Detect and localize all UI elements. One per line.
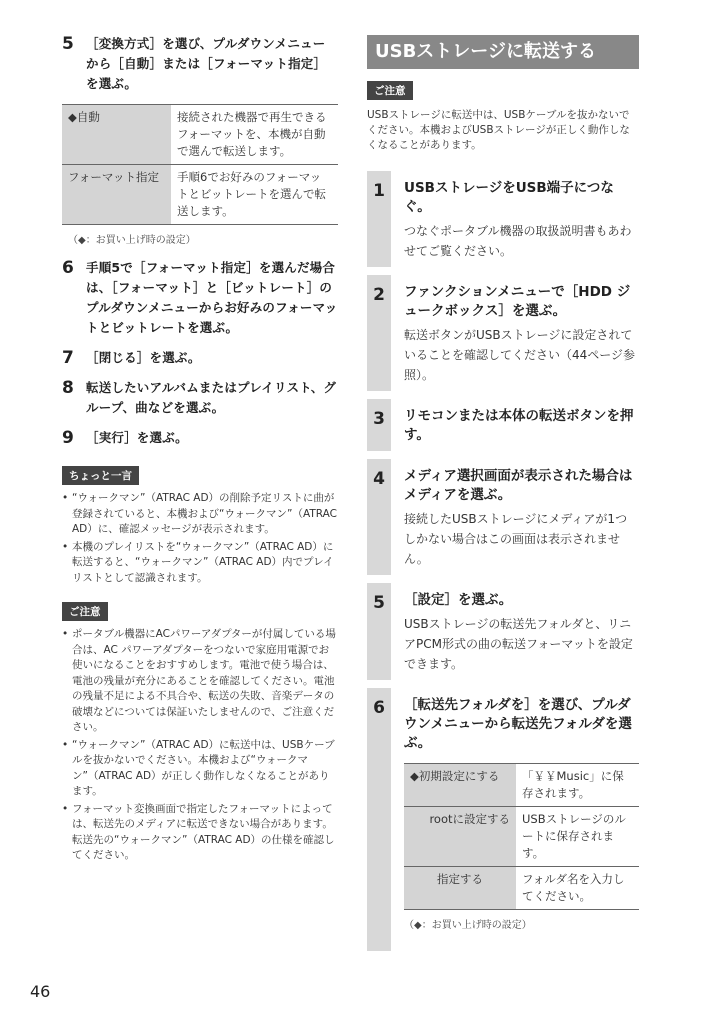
step-text: 転送したいアルバムまたはプレイリスト、グループ、曲などを選ぶ。 bbox=[86, 380, 337, 415]
left-column bbox=[62, 34, 338, 866]
caution-text: USBストレージに転送中は、USBケーブルを抜かないでください。本機およびUSBストレージが正しく動作しなくなることがあります。 bbox=[367, 109, 630, 151]
list-item: • フォーマット変換画面で指定したフォーマットによっては、転送先のメディアに転送できない場合があります。転送先の“ウォークマン”（ATRAC AD）の仕様を確認してください。 bbox=[62, 802, 338, 864]
step-text: ［変換方式］を選び、プルダウンメニューから［自動］または［フォーマット指定］を選ぶ。 bbox=[86, 36, 327, 91]
table-row bbox=[404, 807, 639, 867]
step-number: 5 bbox=[367, 583, 391, 680]
step-heading: ［転送先フォルダを］を選び、プルダウンメニューから転送先フォルダを選ぶ。 bbox=[404, 697, 632, 751]
step-number: 2 bbox=[367, 275, 391, 391]
step-5 bbox=[62, 34, 338, 94]
list-item: • 本機のプレイリストを“ウォークマン”（ATRAC AD）に転送すると、“ウォークマン”（ATRAC AD）内でプレイリストとして認識されます。 bbox=[62, 540, 338, 587]
caution-label: ご注意 bbox=[62, 602, 108, 621]
step-heading: メディア選択画面が表示された場合はメディアを選ぶ。 bbox=[404, 468, 633, 503]
step-6 bbox=[62, 258, 338, 338]
step-description: つなぐポータブル機器の取扱説明書もあわせてご覧ください。 bbox=[404, 224, 632, 258]
option-key: rootに設定する bbox=[404, 807, 516, 867]
caution-list bbox=[62, 627, 338, 864]
right-column bbox=[367, 35, 639, 951]
list-item: • “ウォークマン”（ATRAC AD）に転送中は、USBケーブルを抜かないでください。本機および“ウォークマン”（ATRAC AD）が正しく動作しなくなることがあります。 bbox=[62, 738, 338, 800]
step-number: 1 bbox=[367, 171, 391, 267]
step-heading: ファンクションメニューで［HDD ジュークボックス］を選ぶ。 bbox=[404, 284, 631, 319]
option-key: 指定する bbox=[404, 867, 516, 910]
step-number: 6 bbox=[62, 258, 74, 278]
caution-label: ご注意 bbox=[367, 81, 413, 100]
step-number: 5 bbox=[62, 34, 74, 54]
step-number: 6 bbox=[367, 688, 391, 951]
step-text: ［実行］を選ぶ。 bbox=[86, 430, 188, 445]
step-number: 3 bbox=[367, 399, 391, 451]
option-key: ◆初期設定にする bbox=[404, 764, 516, 807]
table-row bbox=[404, 867, 639, 910]
option-key: フォーマット指定 bbox=[62, 165, 171, 225]
procedure-step-4 bbox=[367, 459, 639, 575]
step-description: 転送ボタンがUSBストレージに設定されていることを確認してください（44ページ参照）。 bbox=[404, 328, 636, 382]
page-number: 46 bbox=[30, 982, 51, 1001]
step-description: USBストレージの転送先フォルダと、リニアPCM形式の曲の転送フォーマットを設定できます。 bbox=[404, 617, 633, 671]
option-value: フォルダ名を入力してください。 bbox=[516, 867, 639, 910]
option-value: 接続された機器で再生できるフォーマットを、本機が自動で選んで転送します。 bbox=[171, 105, 338, 165]
table-row bbox=[62, 165, 338, 225]
step-number: 9 bbox=[62, 428, 74, 448]
step-text: ［閉じる］を選ぶ。 bbox=[86, 350, 201, 365]
procedure-step-1 bbox=[367, 171, 639, 267]
step-8 bbox=[62, 378, 338, 418]
procedure-step-3 bbox=[367, 399, 639, 451]
step-9 bbox=[62, 428, 338, 448]
table-note: （◆：お買い上げ時の設定） bbox=[68, 235, 196, 246]
tip-label: ちょっと一言 bbox=[62, 466, 139, 485]
list-item: • ポータブル機器にACパワーアダプターが付属している場合は、AC パワーアダプターをつないで家庭用電源でお使いになることをおすすめします。電池で使う場合は、電池の残量が充分にあることを確認してください。電池の残量不足による不具合や、転送の失敗、音楽データの破壊などについては保証いたしませんので、ご注意ください。 bbox=[62, 627, 338, 736]
step-number: 7 bbox=[62, 348, 74, 368]
list-item: • “ウォークマン”（ATRAC AD）の削除予定リストに曲が登録されていると、本機および“ウォークマン”（ATRAC AD）に、確認メッセージが表示されます。 bbox=[62, 491, 338, 538]
option-value: USBストレージのルートに保存されます。 bbox=[516, 807, 639, 867]
step-description: 接続したUSBストレージにメディアが1つしかない場合はこの画面は表示されません。 bbox=[404, 512, 628, 566]
format-options-table bbox=[62, 104, 338, 225]
tip-list bbox=[62, 491, 338, 586]
option-value: 手順6でお好みのフォーマットとビットレートを選んで転送します。 bbox=[171, 165, 338, 225]
option-value: 「￥￥Music」に保存されます。 bbox=[516, 764, 639, 807]
step-text: 手順5で［フォーマット指定］を選んだ場合は、［フォーマット］と［ビットレート］のプルダウンメニューからお好みのフォーマットとビットレートを選ぶ。 bbox=[86, 260, 338, 335]
step-heading: USBストレージをUSB端子につなぐ。 bbox=[404, 180, 614, 215]
folder-options-table bbox=[404, 763, 639, 910]
table-row bbox=[404, 764, 639, 807]
procedure-step-6 bbox=[367, 688, 639, 951]
step-7 bbox=[62, 348, 338, 368]
step-heading: ［設定］を選ぶ。 bbox=[404, 592, 513, 608]
step-heading: リモコンまたは本体の転送ボタンを押す。 bbox=[404, 408, 634, 443]
step-number: 4 bbox=[367, 459, 391, 575]
option-key: ◆自動 bbox=[62, 105, 171, 165]
procedure-step-5 bbox=[367, 583, 639, 680]
table-row bbox=[62, 105, 338, 165]
step-number: 8 bbox=[62, 378, 74, 398]
section-title: USBストレージに転送する bbox=[367, 35, 639, 69]
procedure-step-2 bbox=[367, 275, 639, 391]
table-note: （◆：お買い上げ時の設定） bbox=[404, 920, 532, 931]
